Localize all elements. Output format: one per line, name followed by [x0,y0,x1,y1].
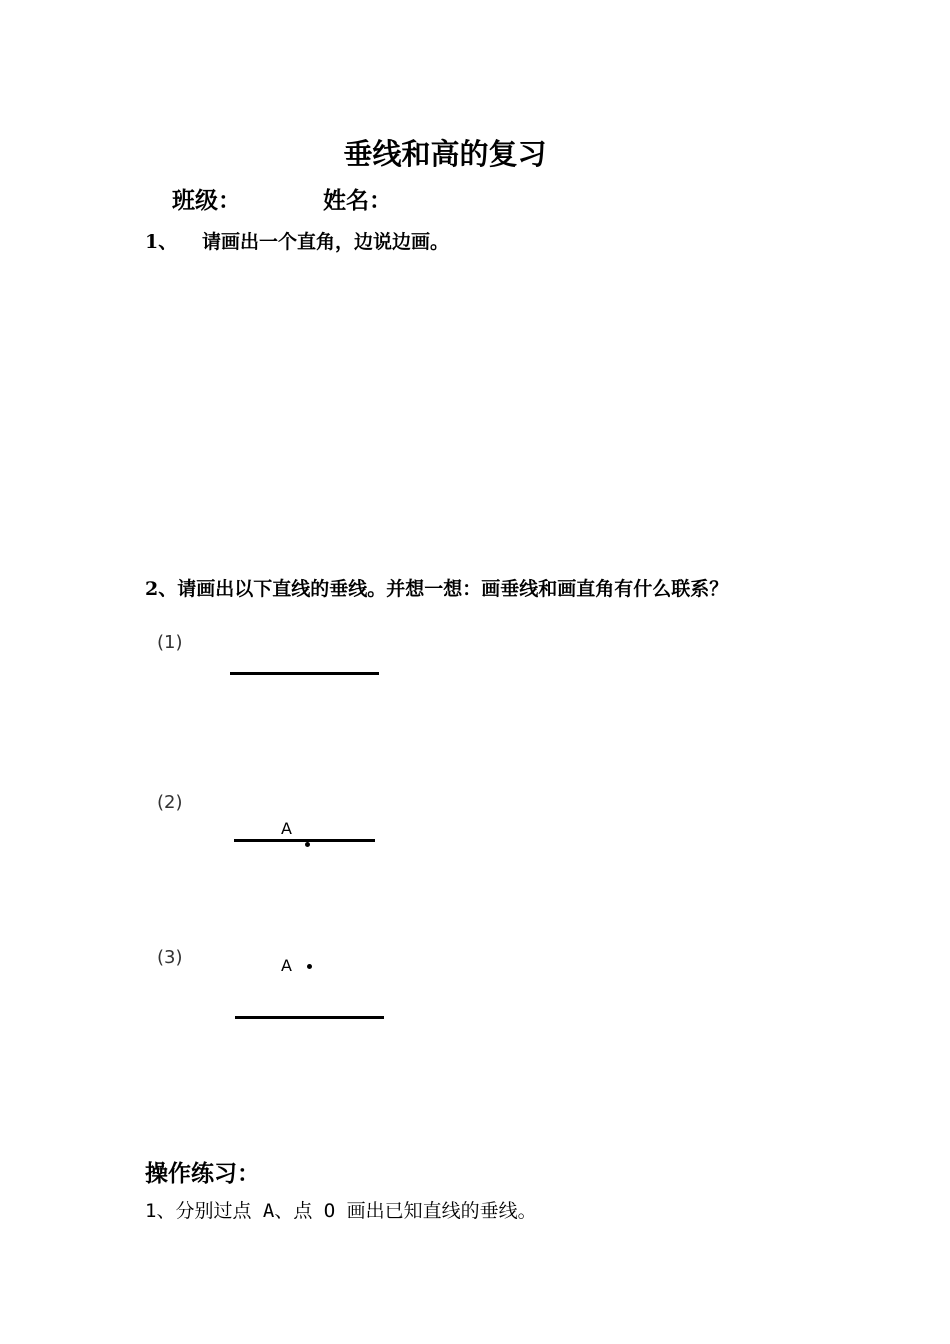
point-a-dot-3 [307,964,312,969]
practice-question-1: 1、分别过点 A、点 O 画出已知直线的垂线。 [145,1200,537,1222]
given-line-1 [230,672,379,675]
point-a-label-3: A [281,956,292,975]
subquestion-3-label: (3) [157,947,183,968]
class-label: 班级： [172,187,241,214]
given-line-3 [235,1016,384,1019]
question-2-text: 2、请画出以下直线的垂线。并想一想：画垂线和画直角有什么联系？ [145,578,729,600]
subquestion-1-label: (1) [157,632,183,653]
point-a-label-2: A [281,819,292,838]
question-1-text: 请画出一个直角，边说边画。 [202,231,450,253]
subquestion-2-label: (2) [157,792,183,813]
name-label: 姓名： [323,187,392,214]
page-title: 垂线和高的复习 [343,137,547,171]
practice-title: 操作练习： [145,1160,260,1187]
given-line-2 [234,839,375,842]
point-a-dot-2 [305,842,310,847]
question-1-number: 1、 [145,231,178,253]
